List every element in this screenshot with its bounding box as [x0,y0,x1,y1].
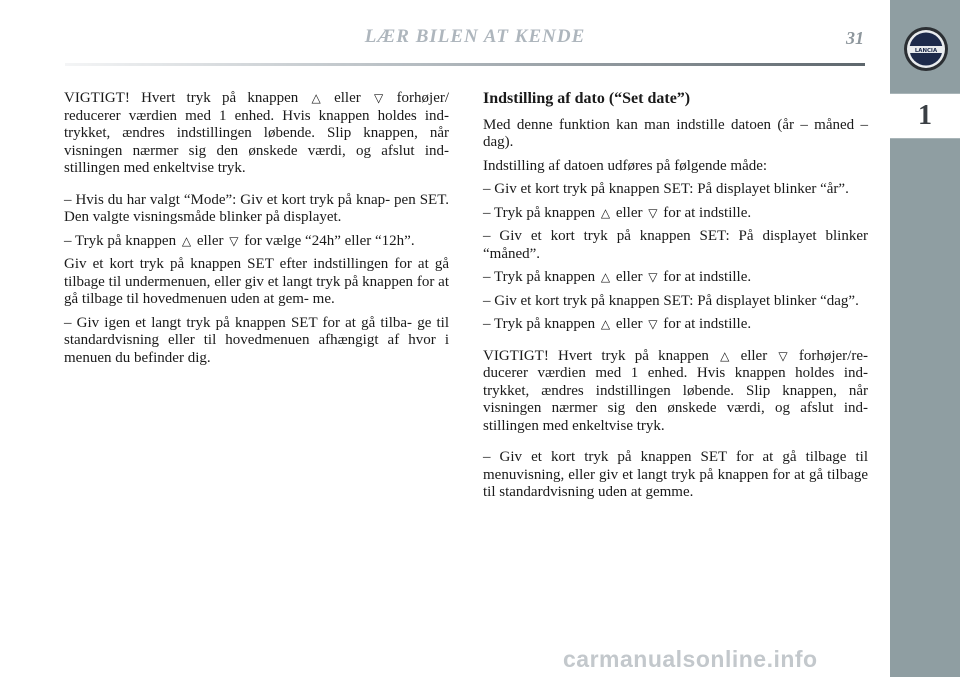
triangle-down-icon: ▽ [229,233,239,248]
logo-text: LANCIA [914,47,938,54]
right-paragraph-4: – Tryk på knappen △ eller ▽ for at indstille. [483,204,752,221]
triangle-down-icon: ▽ [778,348,788,363]
lancia-logo-icon [903,26,949,72]
triangle-down-icon: ▽ [374,91,384,105]
tab-line-bottom [890,138,960,139]
triangle-up-icon: △ [181,233,192,248]
right-paragraph-2: Indstilling af datoen udføres på følgende måde: [483,157,768,174]
right-paragraph-3: – Giv et kort tryk på knappen SET: På displayet blinker “år”. [483,181,849,197]
triangle-up-icon: △ [600,317,611,331]
right-paragraph-9: VIGTIGT! Hvert tryk på knappen △ eller ▽ forhøjer/re- ducerer værdien med 1 enhed. Hvis knappen holdes ind- trykket, ændres indstillingen løbende. Slip knappen, når visningen nærmer sig den ønskede værdi, og afslut ind- stillingen med enkeltvise tryk. [483,347,868,434]
right-column [483,90,868,508]
right-paragraph-10: – Giv et kort tryk på knappen SET for at gå tilbage til menuvisning, eller giv et langt tryk på knappen for at gå tilbage til standardvisning uden at gemme. [483,449,868,500]
triangle-up-icon: △ [720,348,730,363]
triangle-up-icon: △ [600,205,611,220]
triangle-down-icon: ▽ [648,270,658,284]
left-paragraph-1: VIGTIGT! Hvert tryk på knappen △ eller ▽ forhøjer/ reducerer værdien med 1 enhed. Hvis knappen holdes ind- trykket, ændres indstillingen løbende. Slip knappen, når visningen nærmer sig den ønskede værdi, og afslut ind- stillingen med enkeltvise tryk. [64,90,450,176]
triangle-up-icon: △ [311,91,321,105]
right-paragraph-6: – Tryk på knappen △ eller ▽ for at indstille. [483,269,752,285]
chapter-tab[interactable]: 1 [890,94,960,138]
triangle-up-icon: △ [600,270,611,284]
header-rule [65,63,865,66]
right-paragraph-8: – Tryk på knappen △ eller ▽ for at indstille. [483,316,752,332]
section-title: Indstilling af dato (“Set date”) [483,90,691,107]
triangle-down-icon: ▽ [648,205,658,220]
left-paragraph-3: – Tryk på knappen △ eller ▽ for vælge “24h” eller “12h”. [64,232,415,249]
left-paragraph-4: Giv et kort tryk på knappen SET efter indstillingen for at gå tilbage til undermenuen, eller giv et langt tryk på knappen for at gå tilbage til hovedmenuen uden at gem- me. [64,256,449,307]
watermark: carmanualsonline.info [563,646,818,672]
triangle-down-icon: ▽ [648,317,658,331]
header-title: LÆR BILEN AT KENDE [364,26,586,47]
left-column [64,90,449,373]
right-paragraph-1: Med denne funktion kan man indstille datoen (år – måned – dag). [483,116,868,150]
left-paragraph-5: – Giv igen et langt tryk på knappen SET for at gå tilba- ge til standardvisning eller til hovedmenuen afhængigt af hvor i menuen du befinder dig. [64,314,449,366]
right-paragraph-5: – Giv et kort tryk på knappen SET: På displayet blinker “måned”. [483,228,868,262]
right-paragraph-7: – Giv et kort tryk på knappen SET: På displayet blinker “dag”. [483,292,859,309]
page-number: 31 [846,28,864,48]
left-paragraph-2: – Hvis du har valgt “Mode”: Giv et kort tryk på knap- pen SET. Den valgte visningsmåde blinker på displayet. [64,191,449,225]
sidebar [890,0,960,677]
